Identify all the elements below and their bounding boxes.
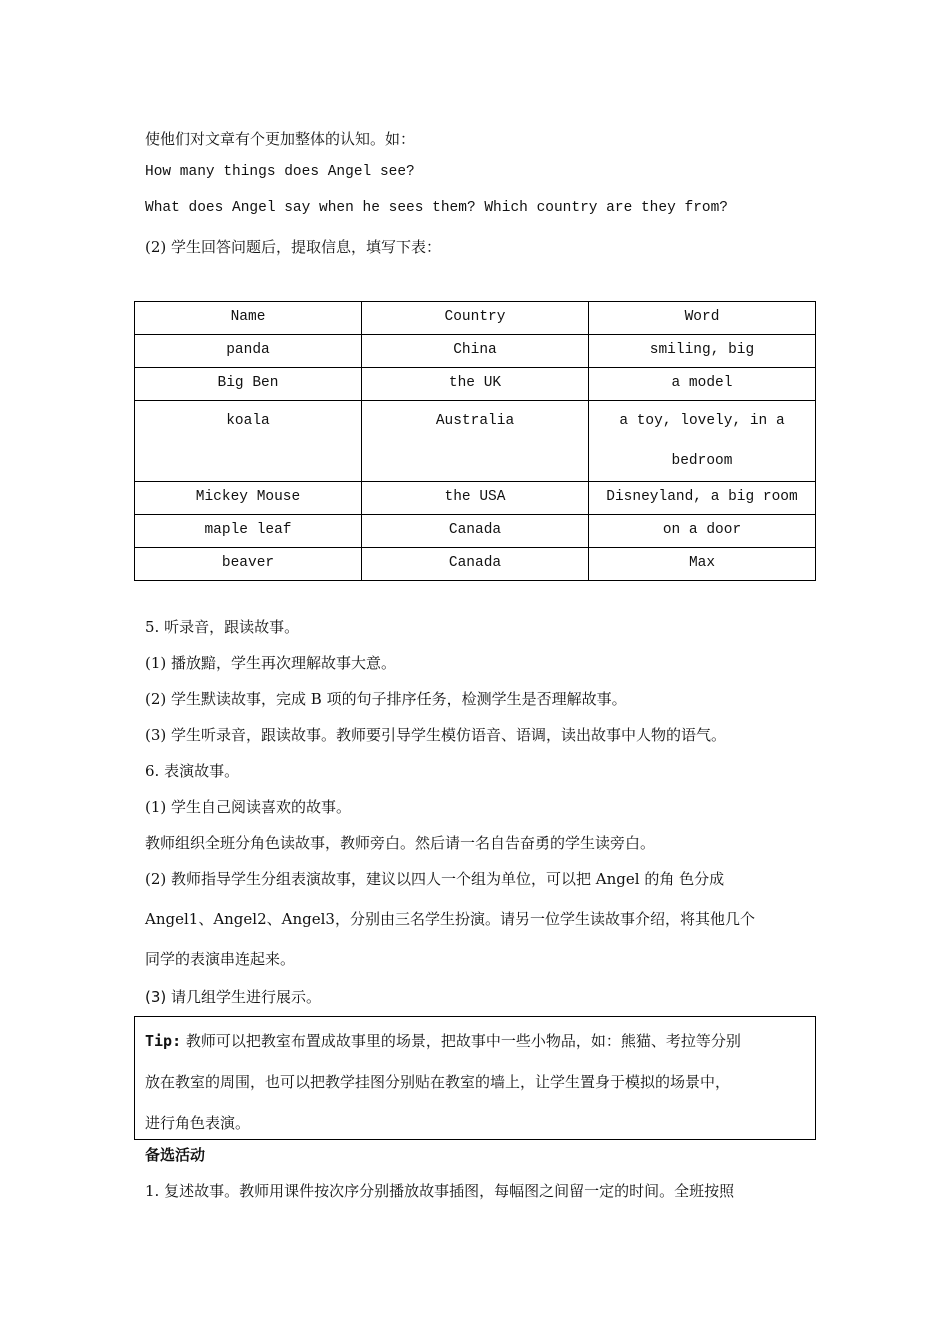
cell-word: on a door <box>589 515 816 548</box>
section-6-item-3: (3) 请几组学生进行展示。 <box>145 988 322 1006</box>
section-6-item-2-line-3: 同学的表演串连起来。 <box>145 950 296 968</box>
cell-word-line-2: bedroom <box>671 453 733 469</box>
cell-name: koala <box>135 401 362 482</box>
cell-country: Canada <box>362 515 589 548</box>
cell-word: Max <box>589 548 816 581</box>
tip-label: Tip: <box>145 1032 182 1050</box>
cell-word: a model <box>589 368 816 401</box>
tip-box <box>134 1016 816 1140</box>
section-6-title: 6. 表演故事。 <box>145 762 240 780</box>
optional-activity-heading: 备选活动 <box>145 1146 206 1164</box>
tip-line-3: 进行角色表演。 <box>145 1114 251 1132</box>
cell-country: the UK <box>362 368 589 401</box>
tip-line-1 <box>145 1021 805 1062</box>
cell-name: maple leaf <box>135 515 362 548</box>
header-country: Country <box>362 302 589 335</box>
section-5-item-3: (3) 学生听录音，跟读故事。教师要引导学生模仿语音、语调，读出故事中人物的语气。 <box>145 726 727 744</box>
cell-country: the USA <box>362 482 589 515</box>
section-5-item-2: (2) 学生默读故事，完成 B 项的句子排序任务，检测学生是否理解故事。 <box>145 690 627 708</box>
intro-text: 使他们对文章有个更加整体的认知。如： <box>145 130 416 148</box>
section-6-item-1b: 教师组织全班分角色读故事，教师旁白。然后请一名自告奋勇的学生读旁白。 <box>145 834 656 852</box>
cell-name: panda <box>135 335 362 368</box>
table-row <box>135 368 816 401</box>
tip-text-1: 教师可以把教室布置成故事里的场景，把故事中一些小物品，如：熊猫、考拉等分别 <box>181 1032 741 1050</box>
cell-country: Australia <box>362 401 589 482</box>
question-2: What does Angel say when he sees them? Which country are they from? <box>145 200 728 216</box>
cell-word <box>589 401 816 482</box>
cell-name: beaver <box>135 548 362 581</box>
question-1: How many things does Angel see? <box>145 164 415 180</box>
header-name: Name <box>135 302 362 335</box>
table-row <box>135 482 816 515</box>
section-5-item-1: (1) 播放黯，学生再次理解故事大意。 <box>145 654 397 672</box>
table-row <box>135 515 816 548</box>
section-5-title: 5. 听录音，跟读故事。 <box>145 618 300 636</box>
table-row <box>135 335 816 368</box>
table-row <box>135 548 816 581</box>
cell-name: Mickey Mouse <box>135 482 362 515</box>
info-table <box>134 301 816 581</box>
cell-word-line-1: a toy, lovely, in a <box>619 413 785 429</box>
optional-item-1: 1. 复述故事。教师用课件按次序分别播放故事插图，每幅图之间留一定的时间。全班按照 <box>145 1182 735 1200</box>
section-6-item-2-line-2: Angel1、Angel2、Angel3，分别由三名学生扮演。请另一位学生读故事介绍，将其他几个 <box>145 910 755 928</box>
section-6-item-2-line-1: (2) 教师指导学生分组表演故事，建议以四人一个组为单位，可以把 Angel 的角 色分成 <box>145 870 725 888</box>
cell-word: Disneyland, a big room <box>589 482 816 515</box>
cell-word: smiling, big <box>589 335 816 368</box>
cell-country: Canada <box>362 548 589 581</box>
table-row <box>135 401 816 482</box>
table-header-row <box>135 302 816 335</box>
header-word: Word <box>589 302 816 335</box>
section-6-item-1: (1) 学生自己阅读喜欢的故事。 <box>145 798 352 816</box>
tip-line-2: 放在教室的周围，也可以把教学挂图分别贴在教室的墙上，让学生置身于模拟的场景中， <box>145 1073 731 1091</box>
step-2-instruction: (2) 学生回答问题后，提取信息，填写下表： <box>145 238 442 256</box>
cell-country: China <box>362 335 589 368</box>
cell-name: Big Ben <box>135 368 362 401</box>
